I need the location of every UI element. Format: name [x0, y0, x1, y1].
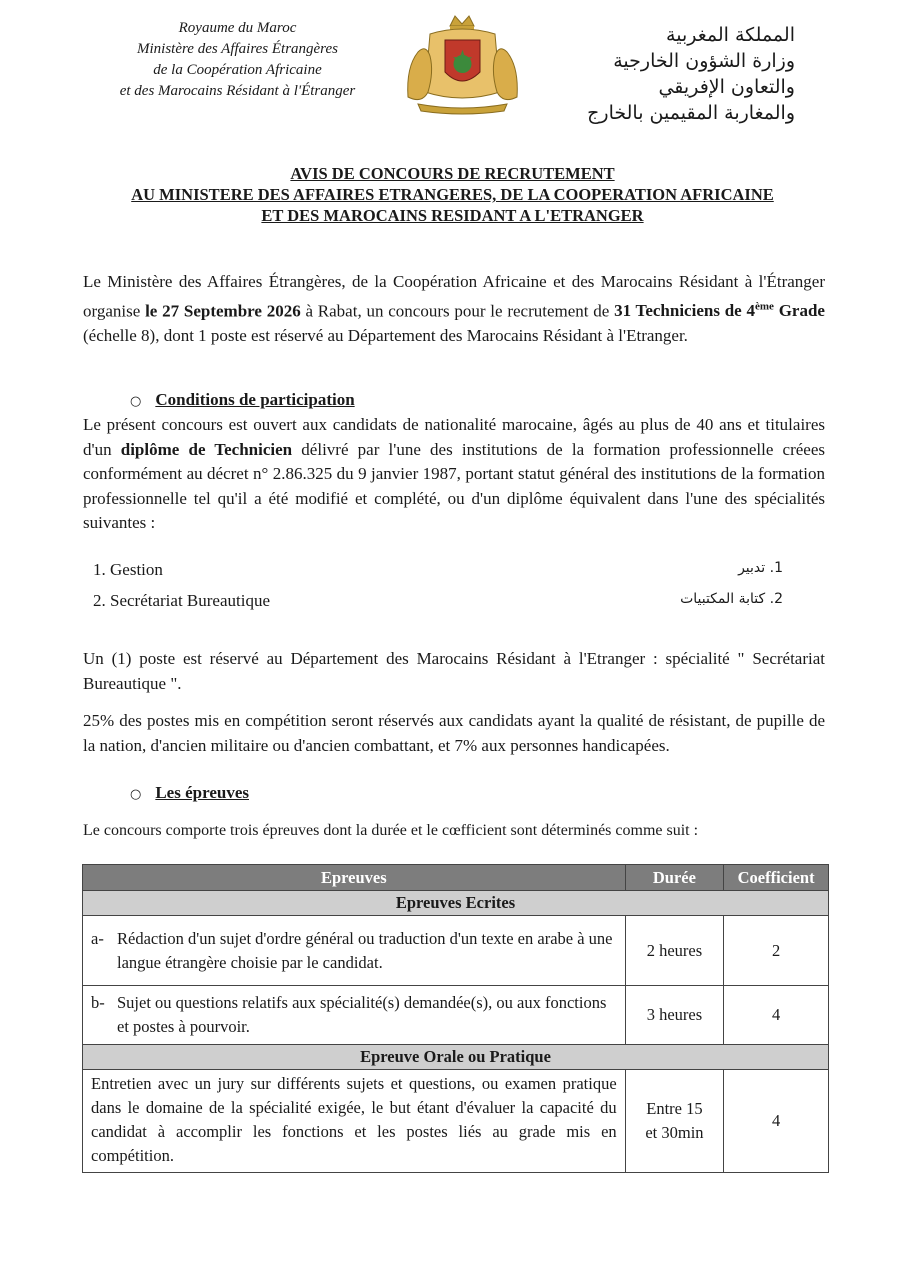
- specialty-item: [93, 560, 783, 584]
- coefficient-cell: 4: [724, 1070, 829, 1173]
- section-heading-label: Conditions de participation: [155, 390, 355, 409]
- duree-cell: [625, 1070, 724, 1173]
- duree-line: et 30min: [645, 1123, 704, 1142]
- subheader-label: Epreuves Ecrites: [83, 891, 829, 916]
- epreuve-cell: [83, 986, 626, 1045]
- specialty-fr: 2. Secrétariat Bureautique: [93, 591, 271, 610]
- letterhead-ar-line: وزارة الشؤون الخارجية: [613, 50, 795, 72]
- column-header-coefficient: Coefficient: [724, 865, 829, 891]
- quota-paragraph: 25% des postes mis en compétition seront réservés aux candidats ayant la qualité de résistant, de pupille de la nation, d'ancien militaire ou d'ancien combattant, et 7% aux personnes handicapées.: [83, 711, 825, 755]
- title-line: AU MINISTERE DES AFFAIRES ETRANGERES, DE LA COOPERATION AFRICAINE: [131, 185, 774, 204]
- letterhead-arabic: [575, 22, 795, 126]
- section-conditions-heading: [130, 390, 355, 410]
- epreuves-table: [82, 864, 829, 1173]
- letterhead-fr-line: Ministère des Affaires Étrangères: [137, 41, 338, 57]
- document-title: [60, 163, 845, 226]
- conditions-text: délivré par l'une des institutions de la formation professionnelle créees conformément au décret n° 2.86.325 du 9 janvier 1987, portant statut général des institutions de la formation professionnelle tel qu'il a été modifié et complété, ou d'un diplôme équivalent dans l'une des spécialités suivantes :: [83, 439, 825, 532]
- contest-date: le 27 Septembre 2026: [145, 301, 301, 321]
- intro-text: (échelle 8), dont 1 poste est réservé au Département des Marocains Résidant à l'Etranger.: [83, 325, 688, 345]
- table-row: [83, 916, 829, 986]
- intro-paragraph: [83, 270, 825, 348]
- letterhead-ar-line: المملكة المغربية: [666, 24, 795, 46]
- conditions-paragraph: [83, 413, 825, 536]
- epreuves-intro: Le concours comporte trois épreuves dont la durée et le cœfficient sont déterminés comme suit :: [83, 822, 699, 839]
- column-header-duree: Durée: [625, 865, 724, 891]
- diploma-requirement: diplôme de Technicien: [120, 439, 293, 459]
- duree-cell: 2 heures: [625, 916, 724, 986]
- section-epreuves-heading: [130, 783, 249, 803]
- reserved-post-paragraph: Un (1) poste est réservé au Département des Marocains Résidant à l'Etranger : spécialité " Secrétariat Bureautique ".: [83, 649, 825, 693]
- item-letter: a-: [91, 928, 104, 948]
- specialty-ar: 1. تدبير: [738, 560, 783, 576]
- letterhead-ar-line: والتعاون الإفريقي: [658, 76, 795, 98]
- duree-line: Entre 15: [646, 1099, 703, 1118]
- column-header-epreuves: Epreuves: [83, 865, 626, 891]
- table-subheader-written: [83, 891, 829, 916]
- epreuve-cell: [83, 916, 626, 986]
- letterhead-fr-line: Royaume du Maroc: [178, 20, 297, 36]
- epreuve-description: Sujet ou questions relatifs aux spécialité(s) demandée(s), ou aux fonctions et postes à pourvoir.: [117, 993, 607, 1036]
- grade-superscript: ème: [754, 300, 774, 313]
- specialty-item: [93, 591, 783, 615]
- epreuve-cell: [83, 1070, 626, 1173]
- specialty-ar: 2. كتابة المكتبيات: [680, 591, 783, 607]
- table-header-row: [83, 865, 829, 891]
- grade-label: Grade: [773, 301, 825, 321]
- duree-cell: 3 heures: [625, 986, 724, 1045]
- coefficient-cell: 4: [724, 986, 829, 1045]
- table-row: [83, 1070, 829, 1173]
- intro-text: Le Ministère des Affaires Étrangères, de la Coopération Africaine et des Marocains Résidant à l'Étranger organise: [83, 272, 825, 321]
- subheader-label: Epreuve Orale ou Pratique: [83, 1045, 829, 1070]
- specialty-fr: 1. Gestion: [93, 560, 163, 579]
- conditions-text: Le présent concours est ouvert aux candidats de nationalité marocaine, âgés au plus de 40 ans et titulaires d'un: [83, 415, 825, 459]
- section-heading-label: Les épreuves: [155, 783, 249, 802]
- table-subheader-oral: [83, 1045, 829, 1070]
- item-letter: b-: [91, 993, 105, 1012]
- coefficient-cell: 2: [724, 916, 829, 986]
- title-line: AVIS DE CONCOURS DE RECRUTEMENT: [290, 164, 615, 183]
- epreuve-description: Rédaction d'un sujet d'ordre général ou traduction d'un texte en arabe à une langue étrangère choisie par le candidat.: [117, 928, 613, 972]
- letterhead: [0, 0, 905, 140]
- positions-count: 31 Techniciens de 4: [614, 301, 755, 321]
- letterhead-french: [100, 18, 375, 102]
- letterhead-fr-line: et des Marocains Résidant à l'Étranger: [119, 83, 356, 99]
- intro-text: à Rabat, un concours pour le recrutement de: [300, 301, 615, 321]
- epreuve-description: Entretien avec un jury sur différents sujets et questions, ou examen pratique dans le domaine de la spécialité exigée, le but étant d'évaluer la capacité du candidat à accomplir les fonctions et les postes liés au grade mis en compétition.: [91, 1074, 617, 1165]
- title-line: ET DES MAROCAINS RESIDANT A L'ETRANGER: [261, 206, 644, 225]
- circle-bullet-icon: ○: [130, 787, 142, 802]
- royal-emblem-icon: [400, 12, 525, 117]
- letterhead-ar-line: والمغاربة المقيمين بالخارج: [587, 102, 795, 124]
- letterhead-fr-line: de la Coopération Africaine: [153, 62, 322, 78]
- table-row: [83, 986, 829, 1045]
- circle-bullet-icon: ○: [130, 394, 142, 409]
